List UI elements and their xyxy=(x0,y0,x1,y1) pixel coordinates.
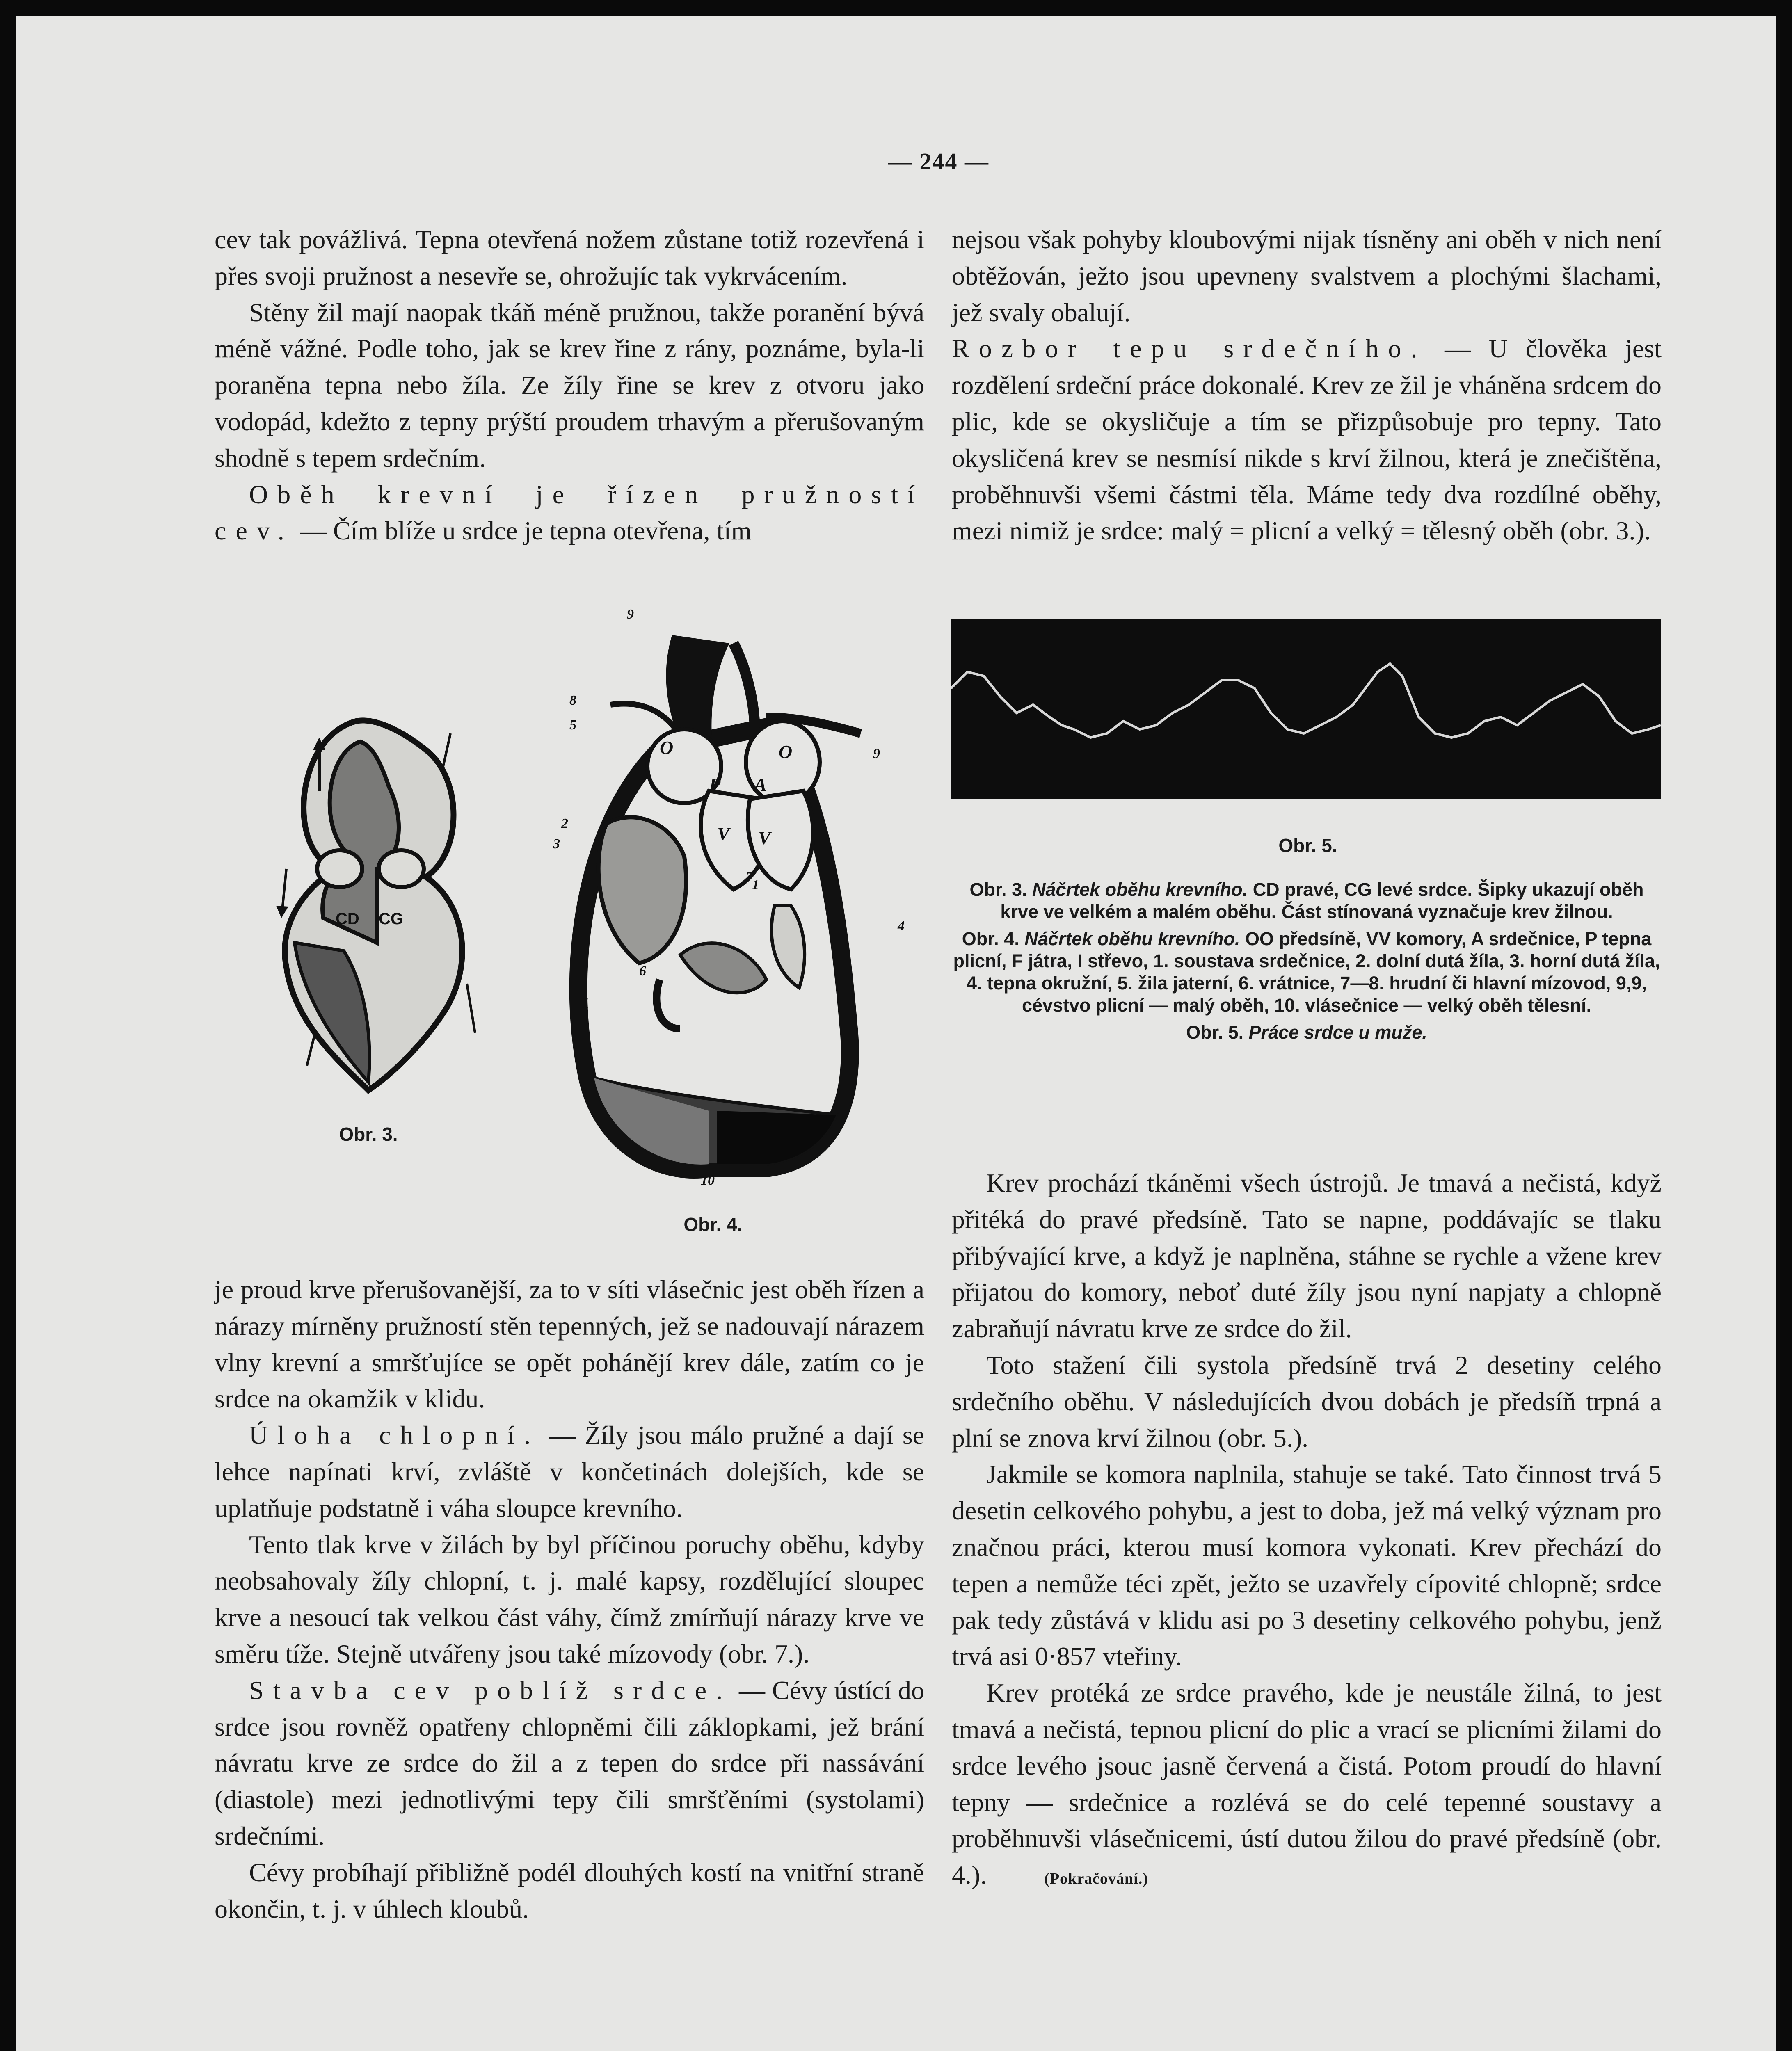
paragraph xyxy=(215,1417,924,1526)
caption-fig-5: Obr. 5. Práce srdce u muže. xyxy=(1186,1022,1427,1043)
paragraph: Stěny žil mají naopak tkáň méně pružnou, takže poranění bývá méně vážné. Podle toho, jak se krev řine z rány, poznáme, byla-li poraněna tepna nebo žíla. Ze žíly řine se krev z otvoru jako vodopád, kdežto z tepny prýští proudem trhavým a přerušovaným shodně s tepem srdečním. xyxy=(215,297,924,473)
label-8: 8 xyxy=(569,693,576,708)
caption-fig-4: Obr. 4. Náčrtek oběhu krevního. OO předsíně, VV komory, A srdečnice, P tepna plicní, F játra, I střevo, 1. soustava srdečnice, 2. dolní dutá žíla, 3. horní dutá žíla, 4. tepna okružní, 5. žila jaterní, 6. vrátnice, 7—8. hrudní či hlavní mízovod, 9,9, cévstvo plicní — malý oběh, 10. vlásečnice — velký oběh tělesní. xyxy=(953,928,1660,1016)
paragraph-text: — Žíly jsou málo pružné a dají se lehce napínati krví, zvláště v končetinách dolejších, kde se uplatňuje podstatně i váha sloupce krevního. xyxy=(215,1421,924,1523)
label-2: 2 xyxy=(561,816,568,831)
label-9-right: 9 xyxy=(873,746,880,761)
paragraph-text: — U člověka jest rozdělení srdeční práce dokonalé. Krev ze žil je vháněna srdcem do plic, kde se okysličuje a tím se přizpůsobuje pro tepny. Tato okysličená krev se nesmísí nikde s krví žilnou, která je znečištěna, proběhnuvši všemi částmi těla. Máme tedy dva rozdílné oběhy, mezi nimiž je srdce: malý = plicní a velký = tělesný oběh (obr. 3.). xyxy=(952,334,1662,546)
label-9-top: 9 xyxy=(627,607,634,622)
label-1-top: 1 xyxy=(752,877,759,893)
paragraph: nejsou však pohyby kloubovými nijak tísněny ani oběh v nich není obtěžován, ježto jsou upevneny svalstvem a plochými šlachami, jež svaly obalují. xyxy=(952,225,1662,327)
continued-note: (Pokračování.) xyxy=(1044,1870,1148,1888)
paragraph: Tento tlak krve v žilách by byl příčinou poruchy oběhu, kdyby neobsahovaly žíly chlopní, t. j. malé kapsy, rozdělující sloupec krve a nesoucí tak velkou část váhy, čímž zmírňují nárazy krve ve směru tíže. Stejně utvářeny jsou také mízovody (obr. 7.). xyxy=(215,1530,924,1668)
label-p: P xyxy=(709,774,721,795)
paragraph: Krev prochází tkáněmi všech ústrojů. Je tmavá a nečistá, když přitéká do pravé předsíně. Tato se napne, poddávajíc se tlaku přibývající krve, a když je naplněna, stáhne se rychle a vžene krev přijatou do komory, neboť duté žíly jsou nyní napjaty a chlopně zabraňují návratu krve ze srdce do žil. xyxy=(952,1168,1662,1343)
left-column-bottom xyxy=(215,1272,924,1927)
label-cd: CD xyxy=(336,910,359,928)
scanned-page xyxy=(16,16,1776,2051)
label-cg: CG xyxy=(379,910,403,928)
paragraph: Toto stažení čili systola předsíně trvá 2 desetiny celého srdečního oběhu. V následujících dvou dobách je předsíň trpná a plní se znova krví žilnou (obr. 5.). xyxy=(952,1350,1662,1453)
figure-3-label: Obr. 3. xyxy=(339,1124,398,1145)
label-o-right: O xyxy=(779,741,793,762)
right-column-bottom xyxy=(952,1165,1662,1897)
label-3: 3 xyxy=(553,836,560,852)
figure-3-heart-diagram xyxy=(270,697,500,1131)
paragraph: Cévy probíhají přibližně podél dlouhých kostí na vnitřní straně okončin, t. j. v úhlech kloubů. xyxy=(215,1857,924,1923)
paragraph xyxy=(215,477,924,550)
label-v-right: V xyxy=(758,827,771,848)
label-7: 7 xyxy=(746,869,753,884)
caption-fig-3: Obr. 3. Náčrtek oběhu krevního. CD pravé, CG levé srdce. Šipky ukazují oběh krve ve velkém a malém oběhu. Část stínovaná vyznačuje krev žilnou. xyxy=(969,879,1644,922)
label-1: 1 xyxy=(582,995,590,1012)
paragraph: Jakmile se komora naplnila, stahuje se také. Tato činnost trvá 5 desetin celkového pohybu, a jest to doba, jež má velký význam pro značnou práci, kterou musí komora vykonati. Krev přechází do tepen a nemůže téci zpět, ježto se uzavřely cípovité chlopně; srdce pak tedy zůstává v klidu asi po 3 desetiny celkového pohybu, jenž trvá asi 0·857 vteřiny. xyxy=(952,1459,1662,1671)
paragraph-text: — Čím blíže u srdce je tepna otevřena, tím xyxy=(300,516,752,546)
page-number: — 244 — xyxy=(888,148,989,175)
figure-5-pulse-trace xyxy=(951,619,1661,799)
paragraph: je proud krve přerušovanější, za to v síti vlásečnic jest oběh řízen a nárazy mírněny pružností stěn tepenných, jež se nadouvají nárazem vlny krevní a smršťujíce se opět pohánějí krev dále, zatím co je srdce na okamžik v klidu. xyxy=(215,1275,924,1414)
paragraph: cev tak povážlivá. Tepna otevřená nožem zůstane totiž rozevřená i přes svoji pružnost a nesevře se, ohrožujíc tak vykrvácením. xyxy=(215,225,924,290)
paragraph: Krev protéká ze srdce pravého, kde je neustále žilná, to jest tmavá a nečistá, tepnou plicní do plic a vrací se plicními žilami do srdce levého jsouc jasně červená a čistá. Potom proudí do hlavní tepny — srdečnice a rozlévá se do celé tepenné soustavy a proběhnuvši vlásečnicemi, ústí dutou žilou do pravé předsíně (obr. 4.). (Pokračování.) xyxy=(952,1678,1662,1890)
label-4: 4 xyxy=(898,918,905,934)
label-v-left: V xyxy=(717,823,730,844)
label-o-left: O xyxy=(660,737,674,758)
figure-4-circulation-diagram xyxy=(537,594,922,1185)
section-heading: Rozbor tepu srdečního. xyxy=(952,334,1427,363)
label-6: 6 xyxy=(639,964,646,979)
section-heading: Úloha chlopní. xyxy=(249,1421,540,1450)
label-5: 5 xyxy=(569,717,576,733)
paragraph xyxy=(215,1672,924,1855)
left-column-top xyxy=(215,222,924,549)
right-column-top xyxy=(952,222,1662,549)
label-a: A xyxy=(754,774,767,795)
section-heading: Oběh krevní je řízen pružností cev. xyxy=(215,480,924,546)
paragraph xyxy=(952,331,1662,549)
figure-4-label: Obr. 4. xyxy=(683,1214,743,1235)
figure-5-label: Obr. 5. xyxy=(1278,835,1337,856)
section-heading: Stavba cev poblíž srdce. xyxy=(249,1675,732,1705)
label-10: 10 xyxy=(701,1173,715,1185)
figure-captions xyxy=(952,879,1662,1048)
paragraph-text: — Cévy ústící do srdce jsou rovněž opatřeny chlopněmi čili záklopkami, jež brání návratu krve ze srdce do žil a z tepen do srdce při nassávání (diastole) mezi jednotlivými tepy čili smršťěními (systolami) srdečními. xyxy=(215,1675,925,1850)
